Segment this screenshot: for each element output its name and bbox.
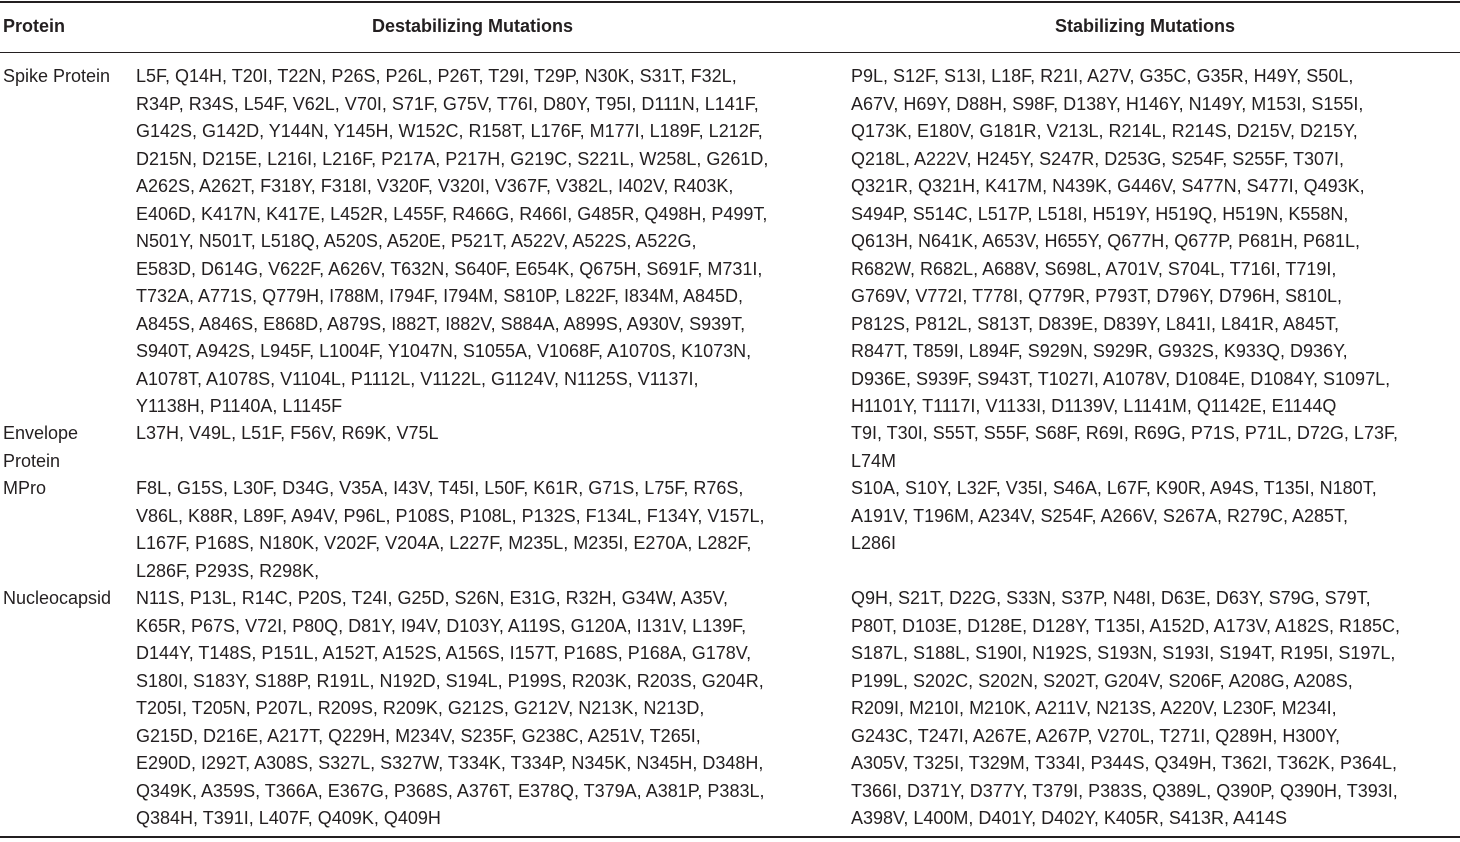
cell-text-line: S187L, S188L, S190I, N192S, S193N, S193I, S194T, R195I, S197L,	[851, 643, 1396, 663]
cell-text-line: A845S, A846S, E868D, A879S, I882T, I882V, S884A, A899S, A930V, S939T,	[136, 313, 746, 334]
stabilizing-mutations-cell	[851, 420, 1457, 475]
cell-text-line: L5F, Q14H, T20I, T22N, P26S, P26L, P26T, T29I, T29P, N30K, S31T, F32L,	[136, 66, 737, 86]
cell-text-line: S494P, S514C, L517P, L518I, H519Y, H519Q, H519N, K558N,	[851, 203, 1349, 224]
cell-text-line: P9L, S12F, S13I, L18F, R21I, A27V, G35C, G35R, H49Y, S50L,	[851, 66, 1354, 86]
cell-text-line: L74M	[851, 450, 897, 471]
cell-text-line: S180I, S183Y, S188P, R191L, N192D, S194L, P199S, R203K, R203S, G204R,	[136, 670, 764, 691]
stabilizing-mutations-cell	[851, 63, 1457, 421]
bottom-rule	[0, 836, 1460, 838]
protein-name-cell	[3, 63, 128, 91]
cell-text-line: Y1138H, P1140A, L1145F	[136, 396, 343, 416]
cell-text-line: R847T, T859I, L894F, S929N, S929R, G932S, K933Q, D936Y,	[851, 341, 1348, 361]
cell-text-line: E406D, K417N, K417E, L452R, L455F, R466G, R466I, G485R, Q498H, P499T,	[136, 203, 768, 224]
protein-name-cell	[3, 475, 128, 503]
cell-text-line: L286F, P293S, R298K,	[136, 560, 320, 581]
cell-text-line: Nucleocapsid	[3, 588, 112, 608]
destabilizing-mutations-cell	[136, 420, 836, 448]
cell-text-line: L286I	[851, 533, 897, 553]
cell-text-line: Q613H, N641K, A653V, H655Y, Q677H, Q677P, P681H, P681L,	[851, 231, 1361, 251]
cell-text-line: P812S, P812L, S813T, D839E, D839Y, L841I, L841R, A845T,	[851, 313, 1340, 334]
cell-text-line: N501Y, N501T, L518Q, A520S, A520E, P521T, A522V, A522S, A522G,	[136, 231, 697, 251]
cell-text-line: D936E, S939F, S943T, T1027I, A1078V, D1084E, D1084Y, S1097L,	[851, 368, 1391, 389]
cell-text-line: S940T, A942S, L945F, L1004F, Y1047N, S1055A, V1068F, A1070S, K1073N,	[136, 341, 752, 361]
cell-text-line: G769V, V772I, T778I, Q779R, P793T, D796Y, D796H, S810L,	[851, 286, 1343, 306]
cell-text-line: Spike Protein	[3, 66, 111, 86]
cell-text-line: Q349K, A359S, T366A, E367G, P368S, A376T, E378Q, T379A, A381P, P383L,	[136, 780, 765, 801]
protein-name-cell	[3, 420, 128, 475]
cell-text-line: K65R, P67S, V72I, P80Q, D81Y, I94V, D103Y, A119S, G120A, I131V, L139F,	[136, 615, 747, 636]
cell-text-line: A398V, L400M, D401Y, D402Y, K405R, S413R, A414S	[851, 808, 1287, 828]
destabilizing-mutations-cell	[136, 63, 836, 421]
cell-text-line: F8L, G15S, L30F, D34G, V35A, I43V, T45I, L50F, K61R, G71S, L75F, R76S,	[136, 478, 744, 498]
cell-text-line: L37H, V49L, L51F, F56V, R69K, V75L	[136, 423, 439, 443]
cell-text-line: Envelope	[3, 423, 79, 443]
cell-text-line: E290D, I292T, A308S, S327L, S327W, T334K, T334P, N345K, N345H, D348H,	[136, 753, 764, 773]
destabilizing-mutations-cell	[136, 475, 836, 585]
header-rule	[0, 52, 1460, 53]
stabilizing-mutations-cell	[851, 475, 1457, 558]
cell-text-line: T205I, T205N, P207L, R209S, R209K, G212S, G212V, N213K, N213D,	[136, 698, 705, 718]
cell-text-line: P199L, S202C, S202N, S202T, G204V, S206F, A208G, A208S,	[851, 670, 1353, 691]
cell-text-line: MPro	[3, 478, 47, 498]
cell-text-line: G243C, T247I, A267E, A267P, V270L, T271I, Q289H, H300Y,	[851, 725, 1341, 746]
cell-text-line: E583D, D614G, V622F, A626V, T632N, S640F, E654K, Q675H, S691F, M731I,	[136, 258, 763, 279]
cell-text-line: V86L, K88R, L89F, A94V, P96L, P108S, P108L, P132S, F134L, F134Y, V157L,	[136, 505, 765, 526]
cell-text-line: H1101Y, T1117I, V1133I, D1139V, L1141M, Q1142E, E1144Q	[851, 396, 1337, 416]
header-destabilizing-mutations: Destabilizing Mutations	[372, 16, 574, 36]
cell-text-line: A1078T, A1078S, V1104L, P1112L, V1122L, G1124V, N1125S, V1137I,	[136, 368, 699, 389]
cell-text-line: A262S, A262T, F318Y, F318I, V320F, V320I, V367F, V382L, I402V, R403K,	[136, 176, 734, 196]
cell-text-line: T732A, A771S, Q779H, I788M, I794F, I794M, S810P, L822F, I834M, A845D,	[136, 286, 744, 306]
top-rule	[0, 1, 1460, 3]
cell-text-line: G142S, G142D, Y144N, Y145H, W152C, R158T, L176F, M177I, L189F, L212F,	[136, 121, 763, 141]
cell-text-line: R34P, R34S, L54F, V62L, V70I, S71F, G75V, T76I, D80Y, T95I, D111N, L141F,	[136, 93, 759, 114]
stabilizing-mutations-cell	[851, 585, 1457, 833]
cell-text-line: T366I, D371Y, D377Y, T379I, P383S, Q389L, Q390P, Q390H, T393I,	[851, 780, 1398, 801]
cell-text-line: R209I, M210I, M210K, A211V, N213S, A220V, L230F, M234I,	[851, 698, 1337, 718]
cell-text-line: D144Y, T148S, P151L, A152T, A152S, A156S, I157T, P168S, P168A, G178V,	[136, 643, 752, 663]
cell-text-line: Q321R, Q321H, K417M, N439K, G446V, S477N, S477I, Q493K,	[851, 176, 1365, 196]
header-stabilizing-mutations: Stabilizing Mutations	[1055, 16, 1235, 36]
cell-text-line: G215D, D216E, A217T, Q229H, M234V, S235F, G238C, A251V, T265I,	[136, 725, 701, 746]
cell-text-line: Q384H, T391I, L407F, Q409K, Q409H	[136, 808, 441, 828]
cell-text-line: Q218L, A222V, H245Y, S247R, D253G, S254F, S255F, T307I,	[851, 148, 1345, 169]
cell-text-line: S10A, S10Y, L32F, V35I, S46A, L67F, K90R, A94S, T135I, N180T,	[851, 478, 1377, 498]
cell-text-line: Q9H, S21T, D22G, S33N, S37P, N48I, D63E, D63Y, S79G, S79T,	[851, 588, 1371, 608]
header-protein: Protein	[3, 16, 66, 36]
cell-text-line: T9I, T30I, S55T, S55F, S68F, R69I, R69G, P71S, P71L, D72G, L73F,	[851, 423, 1398, 443]
cell-text-line: N11S, P13L, R14C, P20S, T24I, G25D, S26N, E31G, R32H, G34W, A35V,	[136, 588, 728, 608]
cell-text-line: A191V, T196M, A234V, S254F, A266V, S267A, R279C, A285T,	[851, 505, 1349, 526]
protein-name-cell	[3, 585, 128, 613]
cell-text-line: L167F, P168S, N180K, V202F, V204A, L227F, M235L, M235I, E270A, L282F,	[136, 533, 752, 553]
cell-text-line: A67V, H69Y, D88H, S98F, D138Y, H146Y, N149Y, M153I, S155I,	[851, 93, 1364, 114]
cell-text-line: Protein	[3, 450, 61, 471]
cell-text-line: D215N, D215E, L216I, L216F, P217A, P217H, G219C, S221L, W258L, G261D,	[136, 148, 769, 169]
cell-text-line: P80T, D103E, D128E, D128Y, T135I, A152D, A173V, A182S, R185C,	[851, 615, 1401, 636]
destabilizing-mutations-cell	[136, 585, 836, 833]
cell-text-line: R682W, R682L, A688V, S698L, A701V, S704L, T716I, T719I,	[851, 258, 1337, 279]
cell-text-line: A305V, T325I, T329M, T334I, P344S, Q349H, T362I, T362K, P364L,	[851, 753, 1398, 773]
cell-text-line: Q173K, E180V, G181R, V213L, R214L, R214S, D215V, D215Y,	[851, 121, 1358, 141]
